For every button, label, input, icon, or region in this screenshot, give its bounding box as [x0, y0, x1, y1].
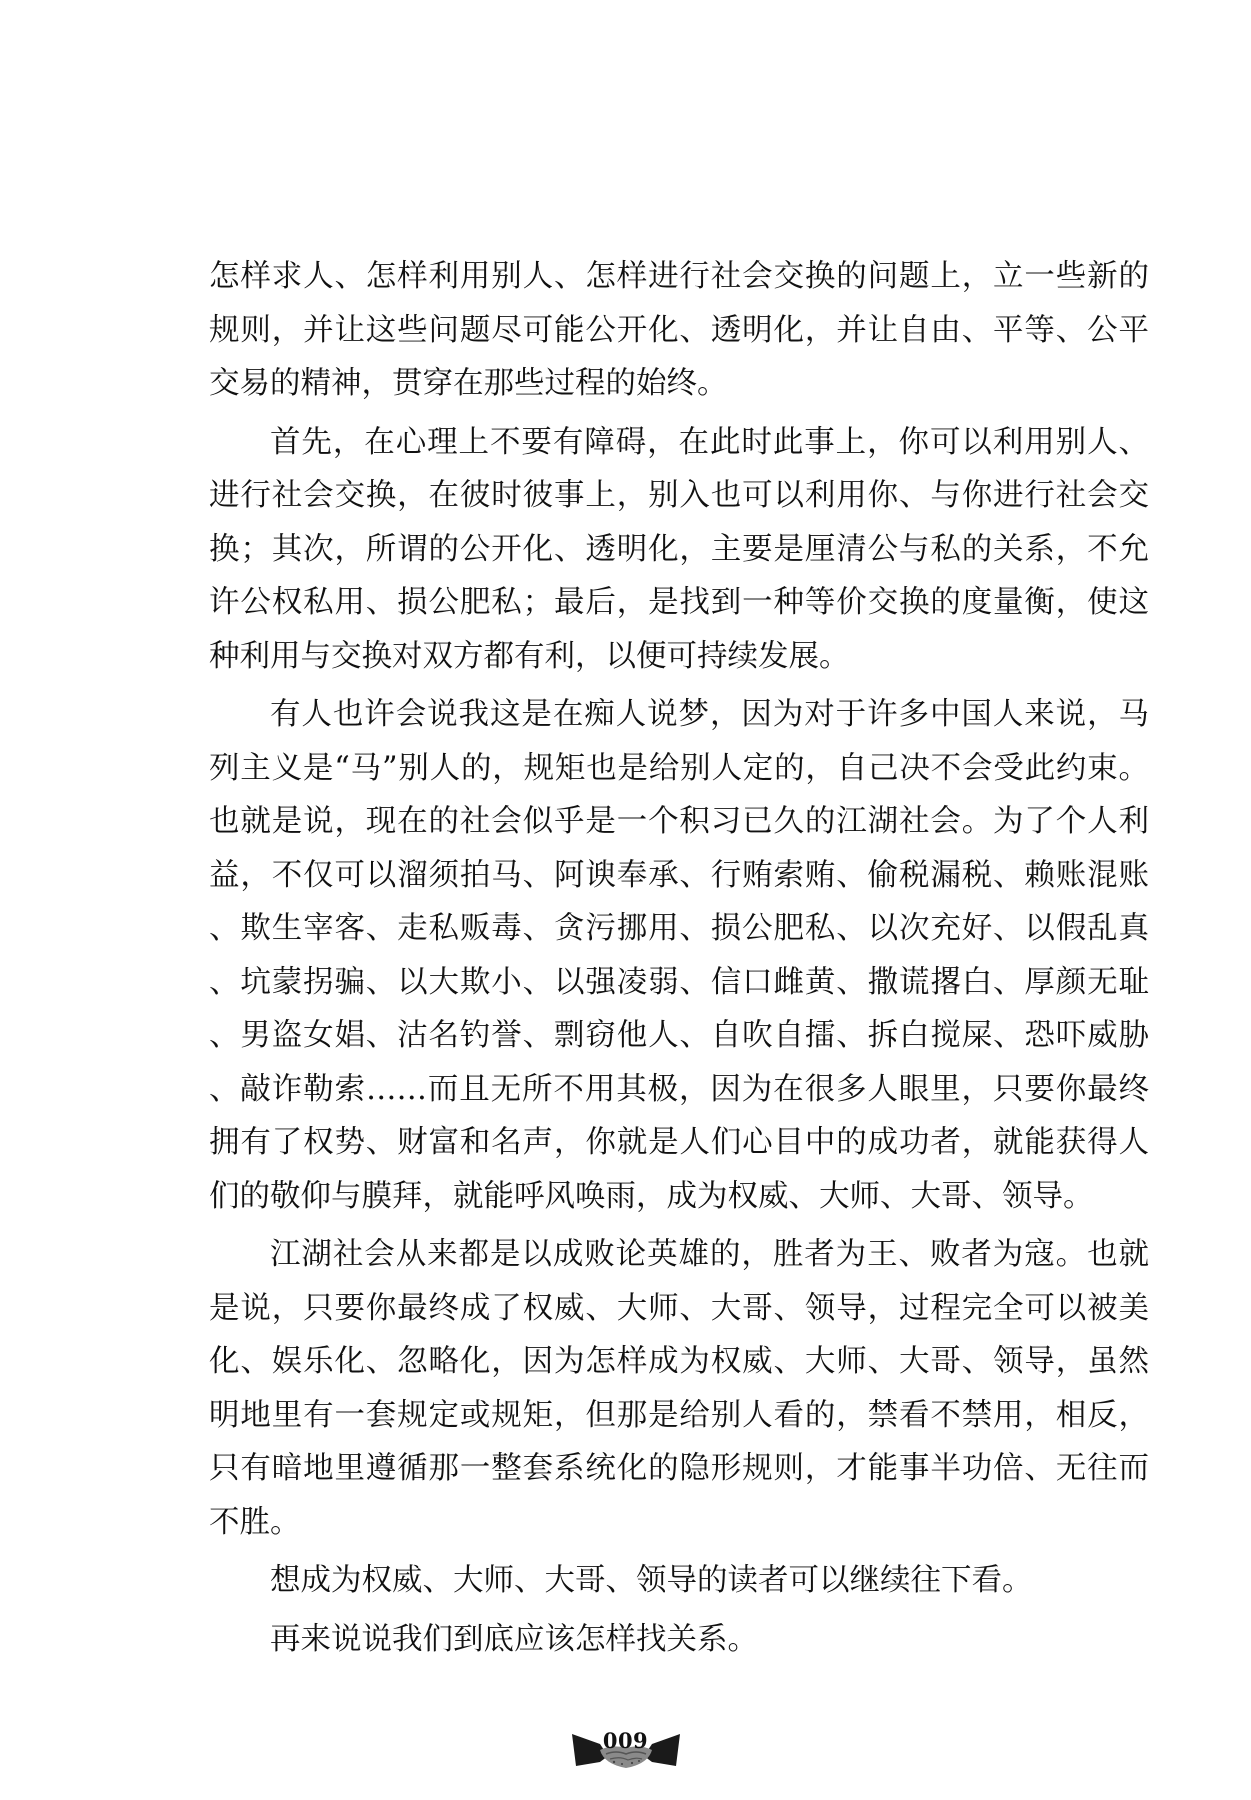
page-number: 009: [602, 1728, 649, 1753]
paragraph: 想成为权威、大师、大哥、领导的读者可以继续往下看。: [270, 1563, 1033, 1598]
paragraph: 江湖社会从来都是以成败论英雄的，胜者为王、败者为寇。也就是说，只要你最终成了权威、大师、大哥、领导，过程完全可以被美化、娱乐化、忽略化，因为怎样成为权威、大师、大哥、领导，虽然明地里有一套规定或规矩，但那是给别人看的，禁看不禁用，相反，只有暗地里遵循那一整套系统化的隐形规则，才能事半功倍、无往而不胜。: [209, 1237, 1149, 1540]
paragraph: 再来说说我们到底应该怎样找关系。: [270, 1621, 758, 1657]
paragraph: 首先，在心理上不要有障碍，在此时此事上，你可以利用别人、进行社会交换，在彼时彼事上，别入也可以利用你、与你进行社会交换；其次，所谓的公开化、透明化，主要是厘清公与私的关系，不允许公权私用、损公肥私；最后，是找到一种等价交换的度量衡，使这种利用与交换对双方都有利，以便可持续发展。: [209, 424, 1149, 674]
paragraph-continued: 怎样求人、怎样利用别人、怎样进行社会交换的问题上，立一些新的规则，并让这些问题尽可能公开化、透明化，并让自由、平等、公平交易的精神，贯穿在那些过程的始终。: [209, 259, 1149, 401]
page-footer: [0, 1726, 1251, 1770]
body-text: [209, 250, 1149, 1666]
handshake-ornament-icon: [570, 1726, 682, 1770]
paragraph: 有人也许会说我这是在痴人说梦，因为对于许多中国人来说，马列主义是“马”别人的，规矩也是给别人定的，自己决不会受此约束。也就是说，现在的社会似乎是一个积习已久的江湖社会。为了个人利益，不仅可以溜须拍马、阿谀奉承、行贿索贿、偷税漏税、赖账混账、欺生宰客、走私贩毒、贪污挪用、损公肥私、以次充好、以假乱真、坑蒙拐骗、以大欺小、以强凌弱、信口雌黄、撒谎撂白、厚颜无耻、男盗女娼、沽名钓誉、剽窃他人、自吹自擂、拆白搅屎、恐吓威胁、敲诈勒索……而且无所不用其极，因为在很多人眼里，只要你最终拥有了权势、财富和名声，你就是人们心目中的成功者，就能获得人们的敬仰与膜拜，就能呼风唤雨，成为权威、大师、大哥、领导。: [209, 697, 1149, 1214]
